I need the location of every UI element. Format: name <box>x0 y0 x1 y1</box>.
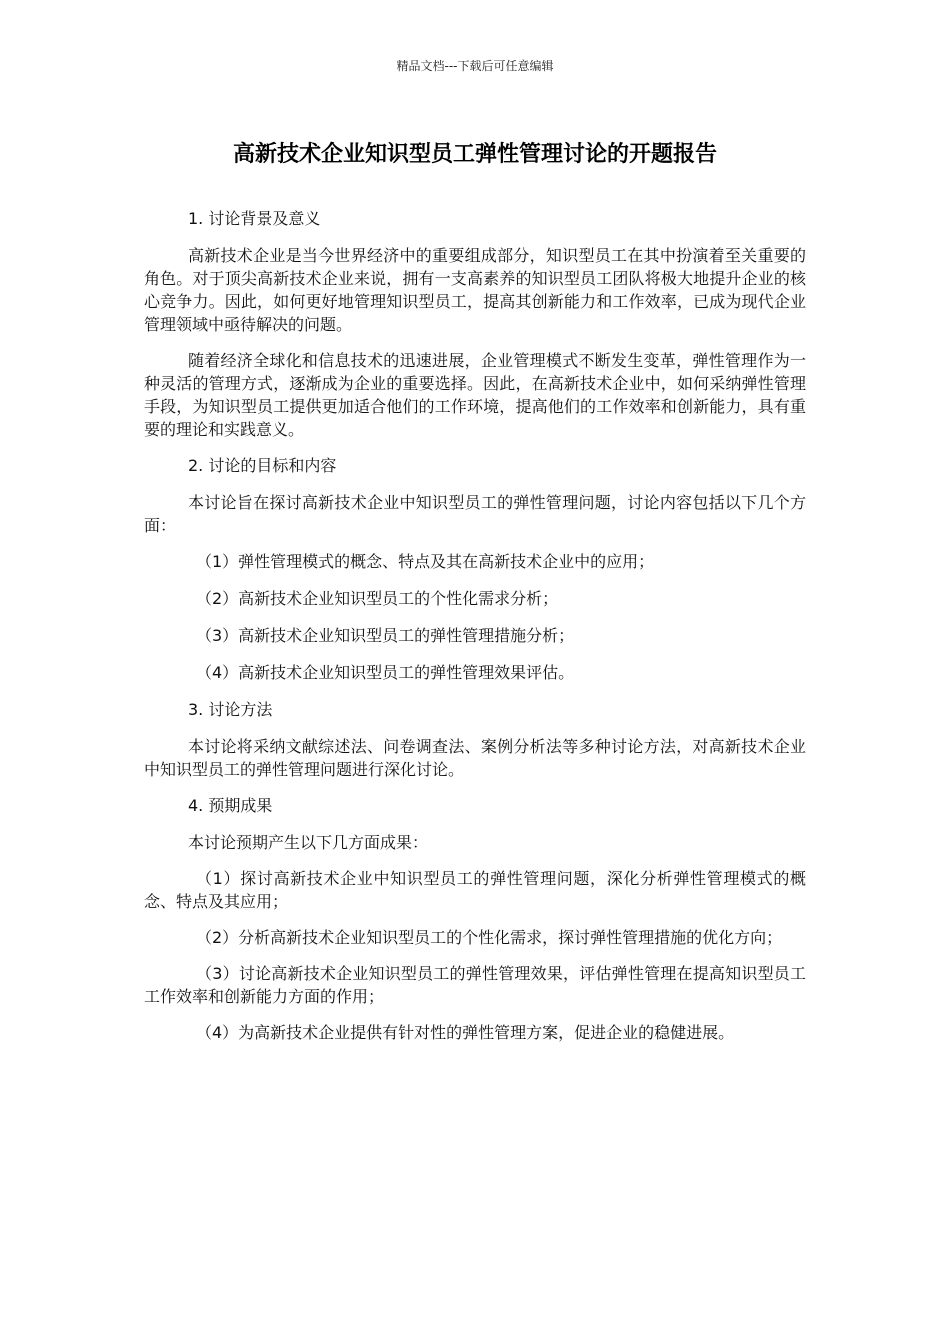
document-body <box>144 207 806 1058</box>
list-item-goal-1: （1）弹性管理模式的概念、特点及其在高新技术企业中的应用； <box>196 552 655 571</box>
paragraph-background-2: 随着经济全球化和信息技术的迅速进展，企业管理模式不断发生变革，弹性管理作为一种灵活的管理方式，逐渐成为企业的重要选择。因此，在高新技术企业中，如何采纳弹性管理手段，为知识型员工提供更加适合他们的工作环境，提高他们的工作效率和创新能力，具有重要的理论和实践意义。 <box>144 351 806 439</box>
list-item-goal-2: （2）高新技术企业知识型员工的个性化需求分析； <box>196 589 559 608</box>
section-heading-outcomes: 4. 预期成果 <box>188 796 273 815</box>
document-title: 高新技术企业知识型员工弹性管理讨论的开题报告 <box>232 142 717 167</box>
section-heading-background: 1. 讨论背景及意义 <box>188 209 321 228</box>
section-heading-methods: 3. 讨论方法 <box>188 700 273 719</box>
list-item-goal-3: （3）高新技术企业知识型员工的弹性管理措施分析； <box>196 626 575 645</box>
list-item-outcome-2: （2）分析高新技术企业知识型员工的个性化需求，探讨弹性管理措施的优化方向； <box>196 928 783 947</box>
page-header: 精品文档---下载后可任意编辑 <box>396 59 554 73</box>
list-item-goal-4: （4）高新技术企业知识型员工的弹性管理效果评估。 <box>196 663 575 682</box>
section-heading-goals: 2. 讨论的目标和内容 <box>188 456 337 475</box>
list-item-outcome-4: （4）为高新技术企业提供有针对性的弹性管理方案，促进企业的稳健进展。 <box>196 1023 735 1042</box>
paragraph-background-1: 高新技术企业是当今世界经济中的重要组成部分，知识型员工在其中扮演着至关重要的角色。对于顶尖高新技术企业来说，拥有一支高素养的知识型员工团队将极大地提升企业的核心竞争力。因此，如何更好地管理知识型员工，提高其创新能力和工作效率，已成为现代企业管理领域中亟待解决的问题。 <box>144 246 806 334</box>
list-item-outcome-3: （3）讨论高新技术企业知识型员工的弹性管理效果，评估弹性管理在提高知识型员工工作效率和创新能力方面的作用； <box>144 964 806 1006</box>
list-item-outcome-1: （1）探讨高新技术企业中知识型员工的弹性管理问题，深化分析弹性管理模式的概念、特点及其应用； <box>144 869 806 911</box>
paragraph-goals-intro: 本讨论旨在探讨高新技术企业中知识型员工的弹性管理问题，讨论内容包括以下几个方面： <box>144 493 806 535</box>
paragraph-methods: 本讨论将采纳文献综述法、问卷调查法、案例分析法等多种讨论方法，对高新技术企业中知识型员工的弹性管理问题进行深化讨论。 <box>144 737 806 779</box>
paragraph-outcomes-intro: 本讨论预期产生以下几方面成果： <box>188 833 429 852</box>
